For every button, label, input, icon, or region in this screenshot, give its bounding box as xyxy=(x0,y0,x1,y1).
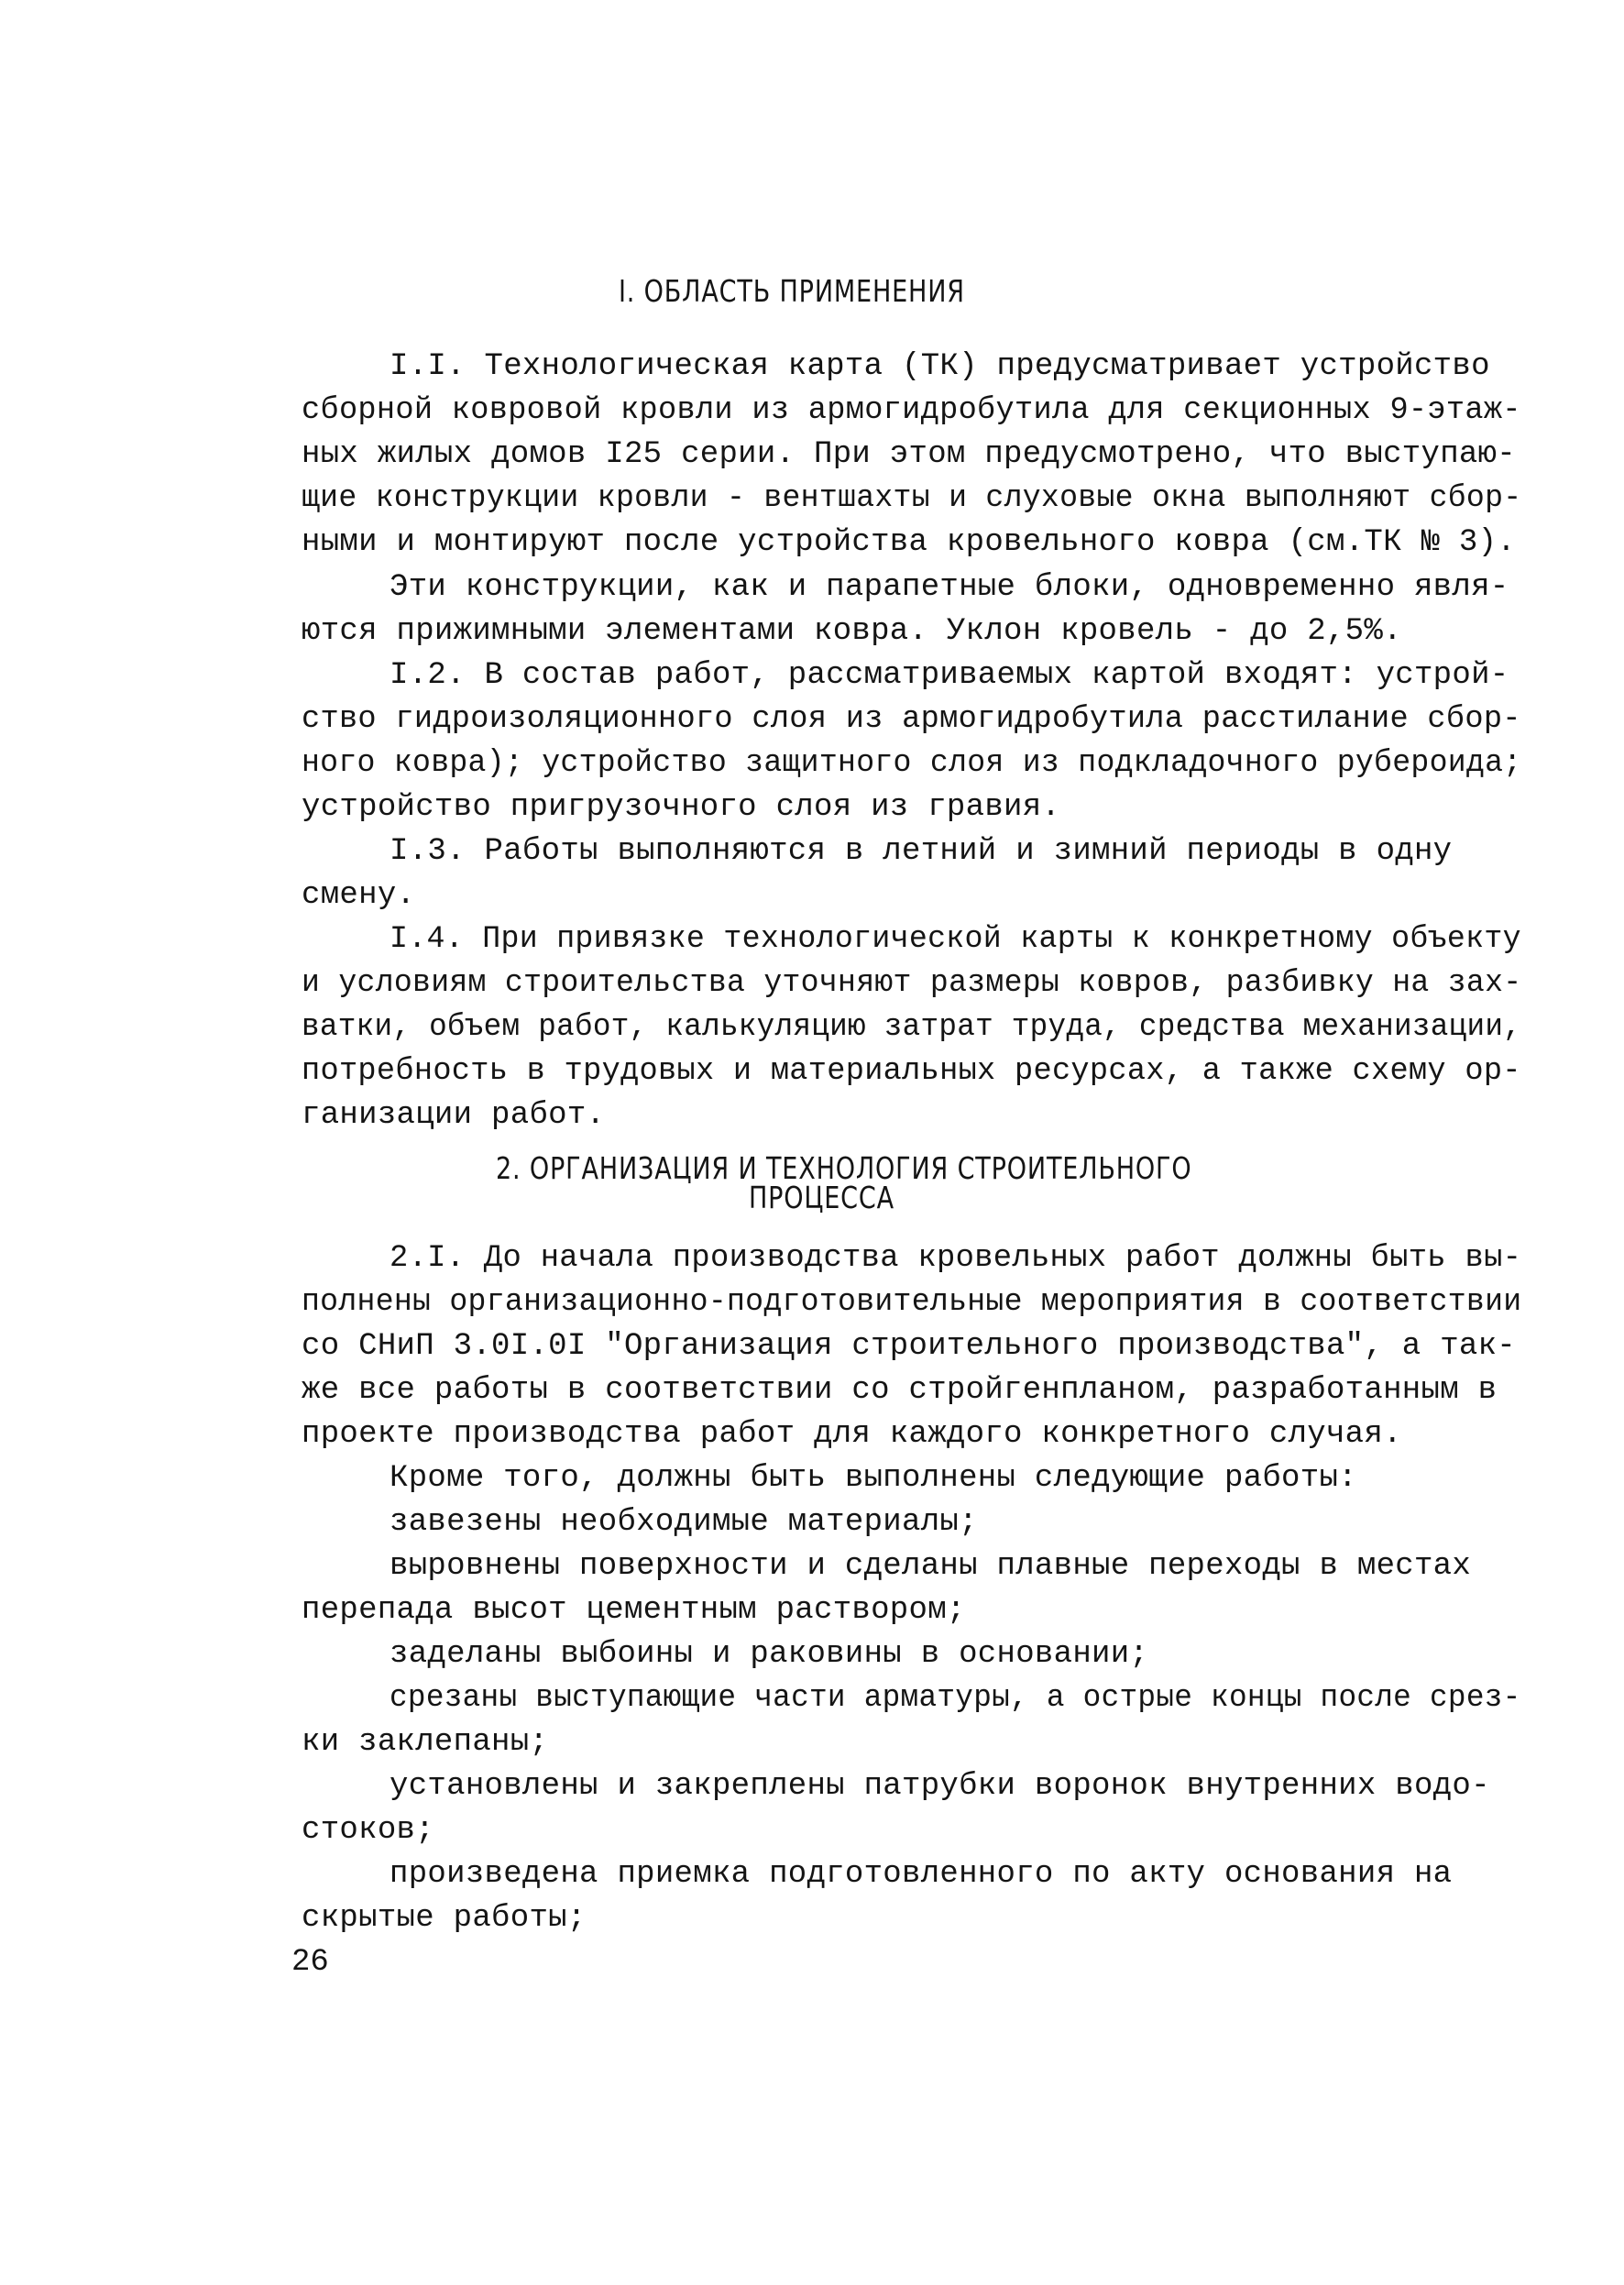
text-line: I.2. В состав работ, рассматриваемых картой входят: устрой- xyxy=(390,658,1509,693)
text-line: Эти конструкции, как и парапетные блоки, одновременно явля- xyxy=(390,570,1509,605)
text-line: ются прижимными элементами ковра. Уклон кровель - до 2,5%. xyxy=(302,614,1402,649)
text-line: I.3. Работы выполняются в летний и зимний периоды в одну xyxy=(390,834,1453,869)
text-line: 2.I. До начала производства кровельных работ должны быть вы- xyxy=(390,1241,1522,1276)
text-line: выровнены поверхности и сделаны плавные переходы в местах xyxy=(390,1549,1472,1584)
text-line: ными и монтируют после устройства кровельного ковра (см.ТК № 3). xyxy=(302,525,1517,560)
text-line: завезены необходимые материалы; xyxy=(390,1505,978,1540)
text-line: скрытые работы; xyxy=(302,1901,587,1936)
text-line: ватки, объем работ, калькуляцию затрат труда, средства механизации, xyxy=(302,1010,1522,1045)
text-line: потребность в трудовых и материальных ресурсах, а также схему ор- xyxy=(302,1054,1521,1089)
text-line: срезаны выступающие части арматуры, а острые концы после срез- xyxy=(390,1681,1521,1716)
page-number: 26 xyxy=(291,1945,329,1980)
text-line: I.I. Технологическая карта (ТК) предусматривает устройство xyxy=(390,349,1490,384)
text-line: Кроме того, должны быть выполнены следующие работы: xyxy=(390,1461,1357,1496)
text-line: I.4. При привязке технологической карты к конкретному объекту xyxy=(390,922,1521,957)
section-2-heading-line-1: 2. ОРГАНИЗАЦИЯ И ТЕХНОЛОГИЯ СТРОИТЕЛЬНОГО xyxy=(496,1150,1192,1186)
section-2-heading-line-2: ПРОЦЕССА xyxy=(749,1180,894,1215)
text-line: сборной ковровой кровли из армогидробутила для секционных 9-этаж- xyxy=(302,393,1521,428)
text-line: перепада высот цементным раствором; xyxy=(302,1593,966,1628)
text-line: устройство пригрузочного слоя из гравия. xyxy=(302,790,1061,825)
text-line: ганизации работ. xyxy=(302,1098,606,1133)
text-line: ство гидроизоляционного слоя из армогидробутила расстилание сбор- xyxy=(302,702,1521,737)
text-line: произведена приемка подготовленного по акту основания на xyxy=(390,1857,1453,1892)
text-line: ных жилых домов I25 серии. При этом предусмотрено, что выступаю- xyxy=(302,437,1517,472)
text-line: же все работы в соответствии со стройгенпланом, разработанным в xyxy=(302,1373,1498,1408)
text-line: со СНиП 3.0I.0I "Организация строительного производства", а так- xyxy=(302,1329,1517,1364)
text-line: ки заклепаны; xyxy=(302,1725,549,1760)
text-line: заделаны выбоины и раковины в основании; xyxy=(390,1637,1149,1672)
text-line: стоков; xyxy=(302,1813,434,1848)
text-line: полнены организационно-подготовительные мероприятия в соответствии xyxy=(302,1285,1522,1320)
section-1-heading: I. ОБЛАСТЬ ПРИМЕНЕНИЯ xyxy=(619,273,965,309)
text-line: ного ковра); устройство защитного слоя из подкладочного рубероида; xyxy=(302,746,1522,781)
text-line: проекте производства работ для каждого конкретного случая. xyxy=(302,1417,1402,1452)
text-line: смену. xyxy=(302,878,416,913)
text-line: щие конструкции кровли - вентшахты и слуховые окна выполняют сбор- xyxy=(302,481,1522,516)
text-line: установлены и закреплены патрубки воронок внутренних водо- xyxy=(390,1769,1490,1804)
text-line: и условиям строительства уточняют размеры ковров, разбивку на зах- xyxy=(302,966,1522,1001)
